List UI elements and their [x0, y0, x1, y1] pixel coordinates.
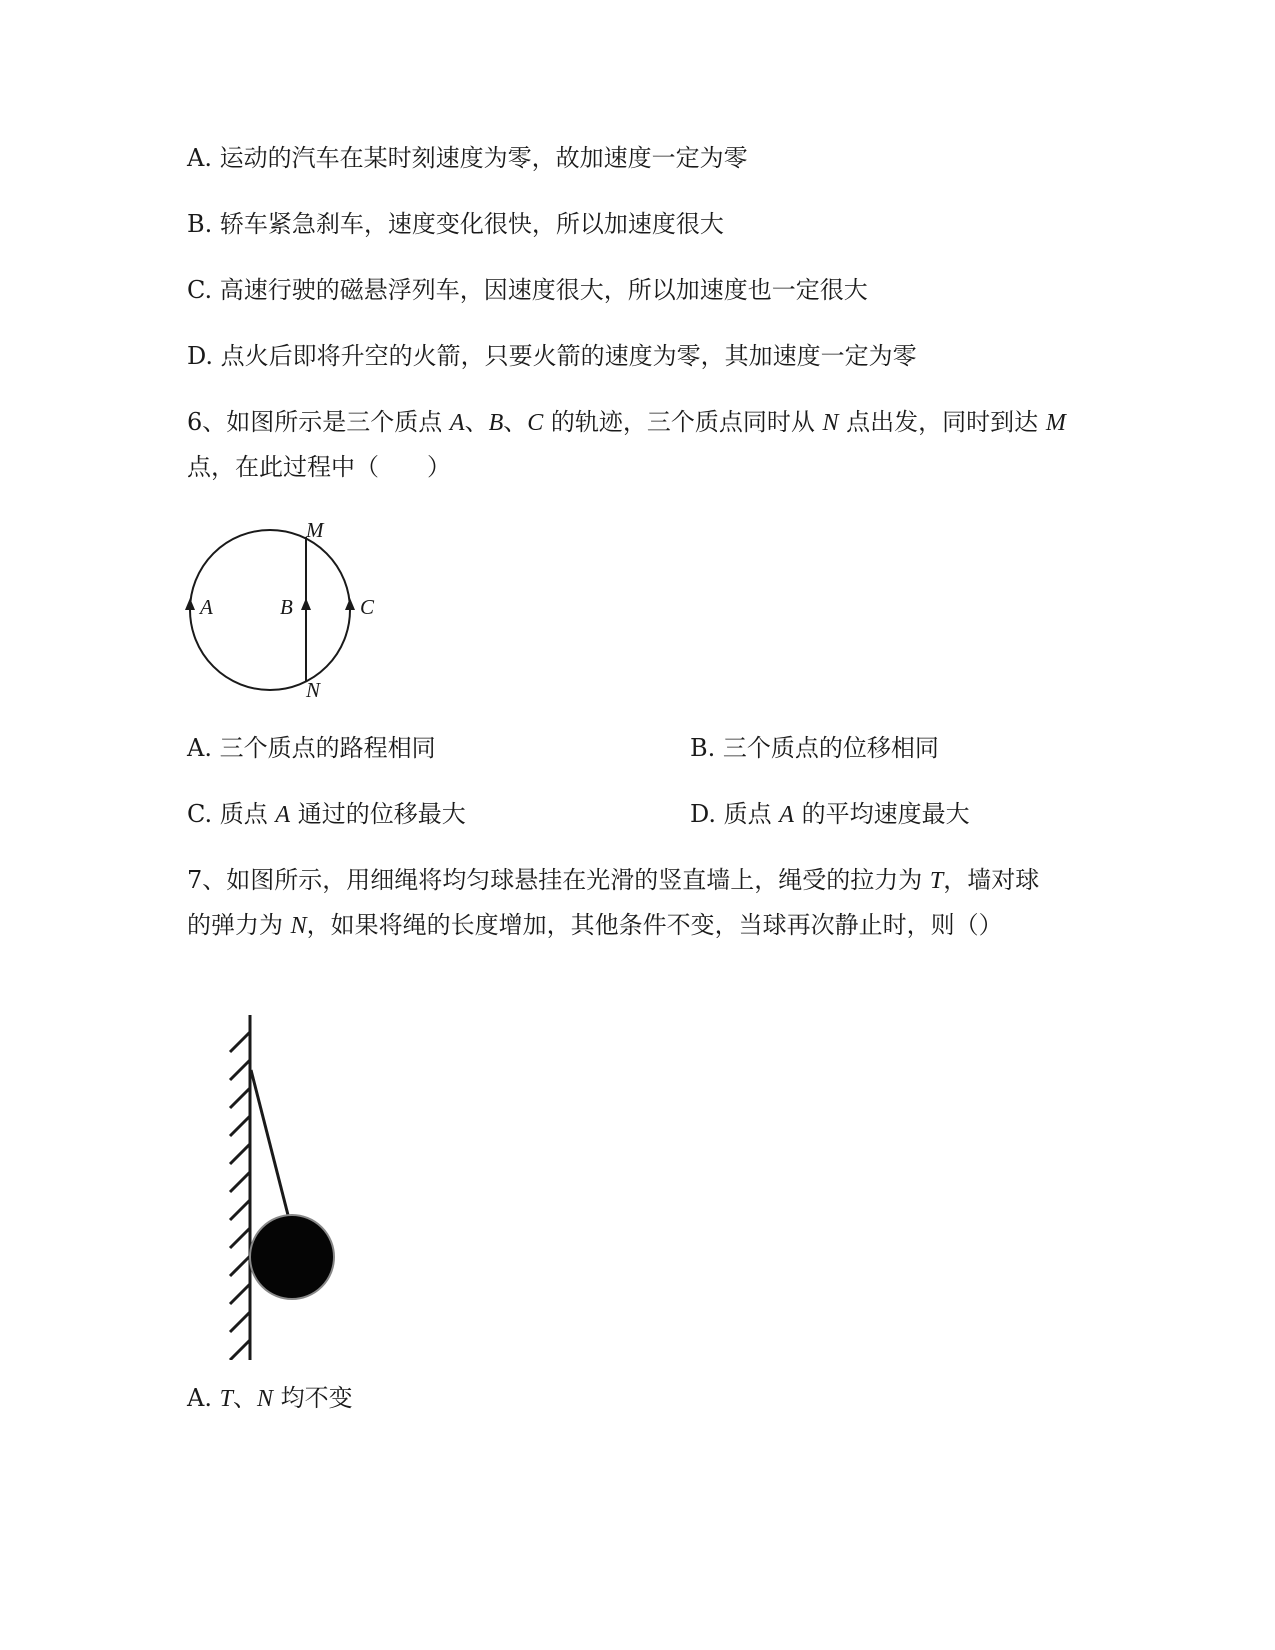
q5-option-d: D. 点火后即将升空的火箭，只要火箭的速度为零，其加速度一定为零: [187, 342, 917, 370]
q6-var-b: B: [488, 410, 504, 436]
q6-option-d: [690, 799, 970, 830]
label-n: N: [306, 678, 321, 702]
q7-stem-text: ，墙对球: [943, 866, 1040, 894]
arrow-a-icon: [185, 598, 195, 610]
option-var: T: [219, 1386, 233, 1412]
q5-option-a: A. 运动的汽车在某时刻速度为零，故加速度一定为零: [187, 144, 748, 172]
trajectory-circle: [190, 530, 350, 690]
option-var: A: [275, 802, 291, 828]
option-text: 的平均速度最大: [793, 800, 970, 828]
q6-sep: 、: [464, 408, 489, 436]
q6-stem-line2: 点，在此过程中（ ）: [187, 453, 451, 481]
q6-sep: 、: [503, 408, 528, 436]
arrow-c-icon: [345, 598, 355, 610]
q7-stem-text: ，如果将绳的长度增加，其他条件不变，当球再次静止时，则（）: [306, 911, 1003, 939]
option-text: 均不变: [272, 1384, 353, 1412]
q7-var-n: N: [290, 913, 307, 939]
wall-hatching: [230, 1032, 250, 1360]
q5-option-b: B. 轿车紧急刹车，速度变化很快，所以加速度很大: [187, 210, 724, 238]
q6-var-a: A: [449, 410, 465, 436]
q6-var-c: C: [527, 410, 544, 436]
ball: [250, 1215, 334, 1299]
label-a: A: [200, 595, 213, 619]
option-var: N: [256, 1386, 273, 1412]
option-text: 通过的位移最大: [290, 800, 466, 828]
q6-stem-text: 6、如图所示是三个质点: [187, 408, 450, 436]
q7-stem-line2: [187, 910, 1003, 941]
q7-stem-text: 的弹力为: [187, 911, 291, 939]
label-c: C: [360, 595, 375, 619]
q6-option-c: [187, 799, 466, 830]
option-text: D. 质点: [690, 800, 780, 828]
q6-var-n: N: [822, 410, 839, 436]
q7-option-a: [187, 1383, 353, 1414]
q6-trajectory-figure: [175, 520, 405, 720]
q7-var-t: T: [929, 868, 944, 894]
q7-stem-text: 7、如图所示，用细绳将均匀球悬挂在光滑的竖直墙上，绳受的拉力为: [187, 866, 930, 894]
arrow-b-icon: [301, 598, 311, 610]
option-var: A: [779, 802, 794, 828]
rope: [251, 1070, 288, 1215]
q6-option-b: B. 三个质点的位移相同: [690, 734, 939, 762]
option-text: 、: [232, 1384, 257, 1412]
q6-stem-text: 点出发，同时到达: [838, 408, 1046, 436]
label-m: M: [306, 520, 324, 542]
q7-stem-line1: [187, 865, 1039, 896]
label-b: B: [280, 595, 293, 619]
q6-var-m: M: [1045, 410, 1066, 436]
option-text: A.: [187, 1384, 220, 1412]
q6-option-a: A. 三个质点的路程相同: [187, 734, 436, 762]
q5-option-c: C. 高速行驶的磁悬浮列车，因速度很大，所以加速度也一定很大: [187, 276, 868, 304]
q7-wall-ball-figure: [220, 1010, 380, 1360]
q6-stem-line1: [187, 407, 1066, 438]
option-text: C. 质点: [187, 800, 276, 828]
q6-stem-text: 的轨迹，三个质点同时从: [543, 408, 823, 436]
